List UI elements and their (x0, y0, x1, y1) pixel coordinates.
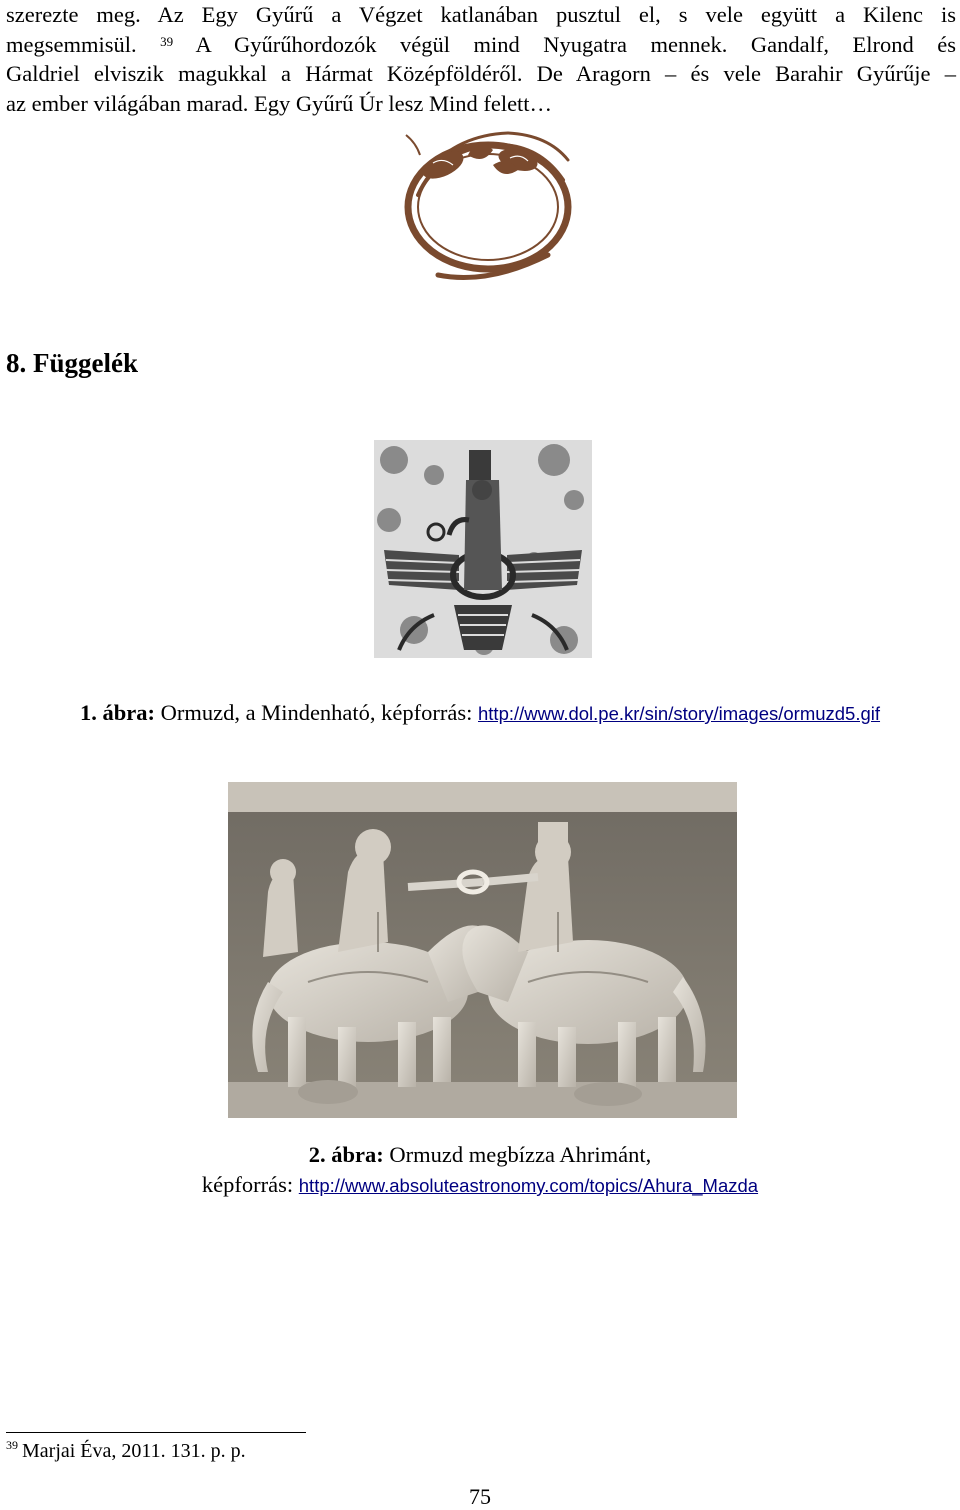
figure-1-link[interactable]: http://www.dol.pe.kr/sin/story/images/ormuzd5.gif (478, 703, 881, 724)
footnote-text: Marjai Éva, 2011. 131. p. p. (22, 1440, 246, 1462)
body-line-2-start: megsemmisül. (6, 31, 137, 57)
figure-2-label: 2. ábra: (308, 1142, 384, 1167)
figure-1-caption (0, 698, 960, 729)
figure-2-link[interactable]: http://www.absoluteastronomy.com/topics/Ahura_Mazda (298, 1175, 759, 1196)
figure-2-text: Ormuzd megbízza Ahrimánt, (383, 1142, 652, 1167)
figure-2-caption-line-1 (0, 1140, 960, 1170)
figure-2-source-label: képforrás: (201, 1172, 299, 1197)
figure-2-caption (0, 1140, 960, 1201)
figure-1-text: Ormuzd, a Mindenható, képforrás: (154, 700, 478, 725)
body-line-2-end: A Gyűrűhordozók végül mind Nyugatra mennek. Gandalf, Elrond és (173, 31, 956, 57)
body-line-2 (6, 30, 956, 60)
figure-2-caption-line-2 (0, 1170, 960, 1201)
page-number: 75 (469, 1484, 491, 1509)
section-heading: 8. Függelék (6, 348, 138, 378)
footnote-separator (6, 1432, 306, 1433)
footnote-ref[interactable]: 39 (160, 33, 174, 49)
ahriman-relief-photo (228, 782, 737, 1118)
figure-1-label: 1. ábra: (79, 700, 155, 725)
body-line-3: Galdriel elviszik magukkal a Hármat Középföldéről. De Aragorn – és vele Barahir Gyűrűje – (6, 61, 956, 86)
body-line-4: az ember világában marad. Egy Gyűrű Úr lesz Mind felett… (6, 90, 553, 116)
body-line-1: szerezte meg. Az Egy Gyűrű a Végzet katlanában pusztul el, s vele együtt a Kilenc is (6, 2, 956, 27)
body-paragraph (6, 0, 956, 118)
footnote-number: 39 (6, 1438, 18, 1452)
ormuzd-relief-image (374, 440, 592, 658)
footnote (6, 1440, 246, 1463)
ring-illustration (398, 125, 576, 285)
